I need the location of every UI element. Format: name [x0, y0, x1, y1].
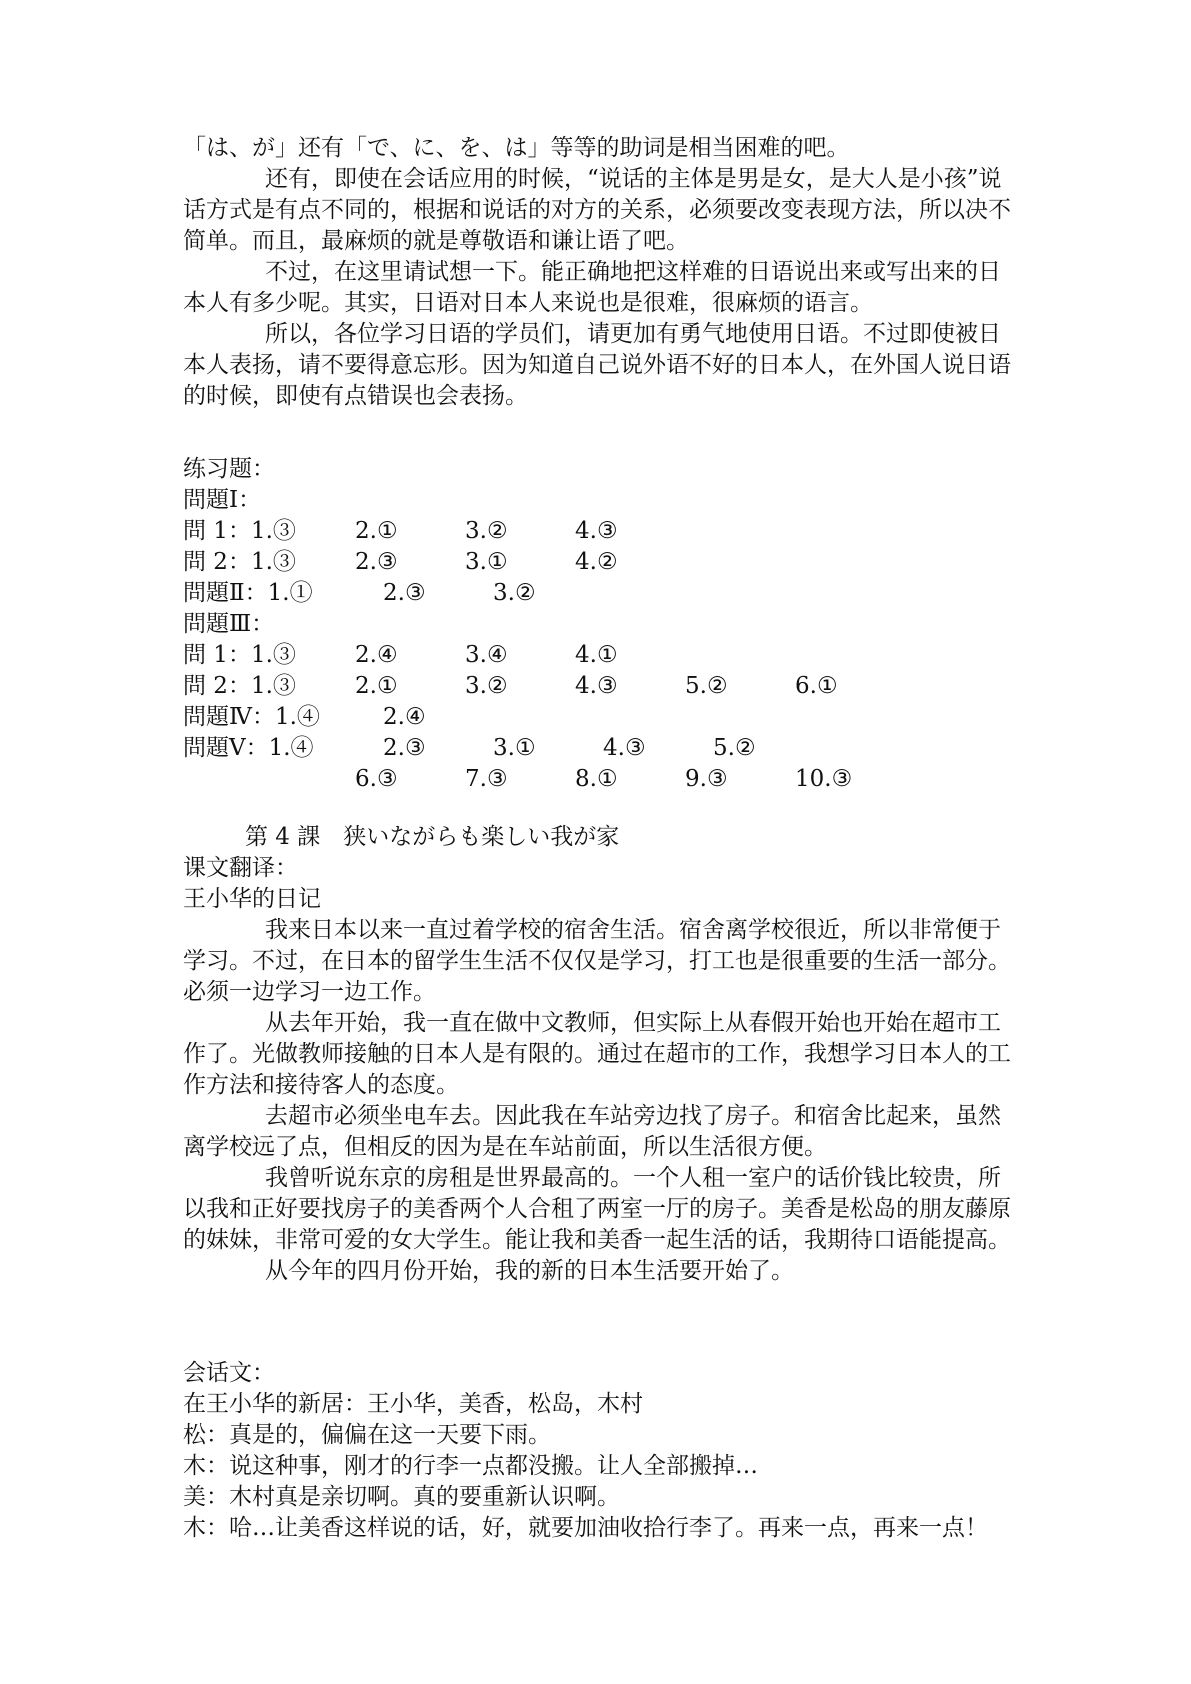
section-title: 問題Ⅰ： — [183, 487, 262, 513]
answer: 8.① — [575, 766, 618, 792]
answer: 2.① — [355, 518, 398, 544]
lesson-paragraph: 我曾听说东京的房租是世界最高的。一个人租一室户的话价钱比较贵，所以我和正好要找房子的美香两个人合租了两室一厅的房子。美香是松岛的朋友藤原的妹妹，非常可爱的女大学生。能让我和美香一起生活的话，我期待口语能提高。 — [183, 1165, 1011, 1253]
answer-row — [183, 733, 1023, 764]
conversation-line: 美：木村真是亲切啊。真的要重新认识啊。 — [183, 1484, 620, 1510]
conversation-line: 松：真是的，偏偏在这一天要下雨。 — [183, 1422, 551, 1448]
lesson-paragraph: 从去年开始，我一直在做中文教师，但实际上从春假开始也开始在超市工作了。光做教师接触的日本人是有限的。通过在超市的工作，我想学习日本人的工作方法和接待客人的态度。 — [183, 1010, 1011, 1098]
answer: 4.① — [575, 642, 618, 668]
answer: 3.② — [465, 673, 508, 699]
answer-row — [183, 547, 1023, 578]
answer-row — [183, 764, 1023, 795]
answer: 問題Ⅱ：1.① — [183, 580, 313, 606]
lesson-paragraph: 从今年的四月份开始，我的新的日本生活要开始了。 — [265, 1258, 794, 1284]
conversation-section — [183, 1358, 1023, 1544]
answer: 4.③ — [603, 735, 646, 761]
answer: 問 1：1.③ — [183, 518, 296, 544]
answer-row — [183, 578, 1023, 609]
answer-row — [183, 516, 1023, 547]
answer: 問題Ⅳ：1.④ — [183, 704, 320, 730]
answer: 問 2：1.③ — [183, 549, 296, 575]
answer: 9.③ — [685, 766, 728, 792]
section-title: 問題Ⅲ： — [183, 611, 275, 637]
answer-row — [183, 640, 1023, 671]
answer: 3.② — [465, 518, 508, 544]
answer: 4.② — [575, 549, 618, 575]
diary-title: 王小华的日记 — [183, 886, 321, 912]
translation-heading: 课文翻译： — [183, 855, 298, 881]
answer: 4.③ — [575, 518, 618, 544]
essay-paragraph: 不过，在这里请试想一下。能正确地把这样难的日语说出来或写出来的日本人有多少呢。其实，日语对日本人来说也是很难，很麻烦的语言。 — [183, 259, 1001, 316]
essay-paragraph: 「は、が」还有「で、に、を、は」等等的助词是相当困难的吧。 — [183, 135, 850, 161]
answer: 問題Ⅴ：1.④ — [183, 735, 314, 761]
answer: 問 1：1.③ — [183, 642, 296, 668]
conversation-scene: 在王小华的新居：王小华，美香，松岛，木村 — [183, 1391, 643, 1417]
answer: 7.③ — [465, 766, 508, 792]
answer: 3.① — [465, 549, 508, 575]
answer: 2.③ — [355, 549, 398, 575]
answer: 6.① — [795, 673, 838, 699]
answer: 2.④ — [383, 704, 426, 730]
answer: 2.③ — [383, 735, 426, 761]
conversation-line: 木：哈…让美香这样说的话，好，就要加油收拾行李了。再来一点，再来一点！ — [183, 1515, 988, 1541]
answer: 2.③ — [383, 580, 426, 606]
answer: 3.④ — [465, 642, 508, 668]
answer: 5.② — [685, 673, 728, 699]
answer: 5.② — [713, 735, 756, 761]
exercises-heading: 练习题： — [183, 456, 275, 482]
answer: 3.② — [493, 580, 536, 606]
answer-row — [183, 671, 1023, 702]
answer: 3.① — [493, 735, 536, 761]
exercises-section — [183, 454, 1023, 795]
conversation-heading: 会话文： — [183, 1360, 275, 1386]
lesson-translation-section — [183, 853, 1023, 1287]
answer: 2.① — [355, 673, 398, 699]
lesson-paragraph: 我来日本以来一直过着学校的宿舍生活。宿舍离学校很近，所以非常便于学习。不过，在日本的留学生生活不仅仅是学习，打工也是很重要的生活一部分。必须一边学习一边工作。 — [183, 917, 1011, 1005]
lesson-paragraph: 去超市必须坐电车去。因此我在车站旁边找了房子。和宿舍比起来，虽然离学校远了点，但相反的因为是在车站前面，所以生活很方便。 — [183, 1103, 1001, 1160]
answer: 4.③ — [575, 673, 618, 699]
essay-paragraph: 还有，即使在会话应用的时候，“说话的主体是男是女，是大人是小孩”说话方式是有点不同的，根据和说话的对方的关系，必须要改变表现方法，所以决不简单。而且，最麻烦的就是尊敬语和谦让语了吧。 — [183, 166, 1011, 254]
essay-section — [183, 133, 1023, 412]
answer: 問 2：1.③ — [183, 673, 296, 699]
answer: 10.③ — [795, 766, 853, 792]
conversation-line: 木：说这种事，刚才的行李一点都没搬。让人全部搬掉… — [183, 1453, 758, 1479]
answer: 6.③ — [355, 766, 398, 792]
answer-row — [183, 702, 1023, 733]
essay-paragraph: 所以，各位学习日语的学员们，请更加有勇气地使用日语。不过即使被日本人表扬，请不要得意忘形。因为知道自己说外语不好的日本人，在外国人说日语的时候，即使有点错误也会表扬。 — [183, 321, 1011, 409]
lesson-title: 第 4 課 狭いながらも楽しい我が家 — [245, 824, 620, 850]
answer: 2.④ — [355, 642, 398, 668]
